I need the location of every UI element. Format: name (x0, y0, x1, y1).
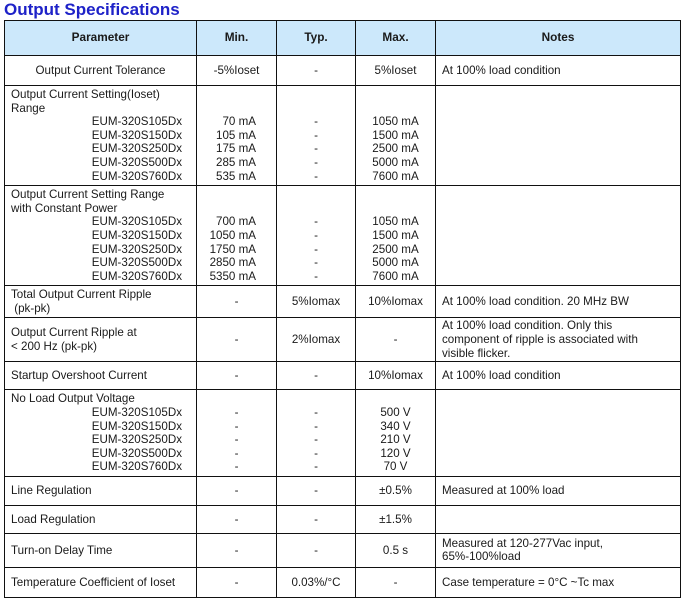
param-cell: Startup Overshoot Current (5, 362, 197, 390)
section-title: Output Specifications (4, 0, 180, 19)
model-name: EUM-320S760Dx (91, 269, 182, 283)
param-cell: Load Regulation (5, 505, 197, 533)
min-value: - (234, 419, 239, 433)
max-value: 70 V (383, 460, 408, 474)
min-cell: - (197, 362, 277, 390)
param-cell (5, 86, 197, 186)
typ-cell: 5%Iomax (277, 286, 356, 318)
header-typ: Typ. (277, 21, 356, 56)
notes-cell (436, 318, 681, 362)
model-name: EUM-320S150Dx (91, 128, 182, 142)
notes-cell: Measured at 100% load (436, 476, 681, 505)
typ-value: - (314, 405, 318, 419)
header-parameter: Parameter (5, 21, 197, 56)
max-value: 1500 mA (372, 128, 419, 142)
max-cell: 10%Iomax (356, 362, 436, 390)
min-cell (197, 86, 277, 186)
max-cell (356, 86, 436, 186)
min-cell (197, 390, 277, 477)
typ-value: - (314, 155, 318, 169)
table-row-ripple-200hz (5, 318, 681, 362)
typ-value: - (314, 215, 318, 229)
min-value: 700 mA (216, 215, 256, 229)
table-row-setting-range-cp (5, 186, 681, 286)
model-name: EUM-320S500Dx (91, 256, 182, 270)
param-label: Output Current Ripple at (11, 326, 137, 340)
min-value: 175 mA (216, 142, 256, 156)
max-value: 1500 mA (372, 228, 419, 242)
typ-value: - (314, 269, 318, 283)
param-cell (5, 390, 197, 477)
table-row-total-ripple (5, 286, 681, 318)
notes-cell (436, 505, 681, 533)
min-value: 2850 mA (209, 256, 256, 270)
min-value: 105 mA (216, 128, 256, 142)
param-cell: Turn-on Delay Time (5, 533, 197, 567)
min-cell (197, 186, 277, 286)
typ-cell: 2%Iomax (277, 318, 356, 362)
notes-text: 65%-100%load (442, 550, 521, 564)
header-min: Min. (197, 21, 277, 56)
max-value: 1050 mA (372, 115, 419, 129)
min-value: 1050 mA (209, 228, 256, 242)
param-cell: Line Regulation (5, 476, 197, 505)
max-cell: ±0.5% (356, 476, 436, 505)
model-name: EUM-320S760Dx (91, 460, 182, 474)
min-value: 1750 mA (209, 242, 256, 256)
max-value: 1050 mA (372, 215, 419, 229)
param-label: < 200 Hz (pk-pk) (11, 339, 98, 353)
typ-value: - (314, 115, 318, 129)
notes-cell (436, 86, 681, 186)
typ-value: - (314, 433, 318, 447)
output-spec-table (4, 20, 681, 598)
max-value: 7600 mA (372, 169, 419, 183)
notes-text: Measured at 120-277Vac input, (442, 536, 603, 550)
model-name: EUM-320S500Dx (91, 446, 182, 460)
max-value: 210 V (380, 433, 411, 447)
min-value: 535 mA (216, 169, 256, 183)
min-value: 285 mA (216, 155, 256, 169)
model-name: EUM-320S150Dx (91, 228, 182, 242)
typ-cell: - (277, 362, 356, 390)
max-cell: - (356, 318, 436, 362)
table-row-no-load-voltage (5, 390, 681, 477)
notes-cell (436, 533, 681, 567)
max-value: 2500 mA (372, 142, 419, 156)
typ-cell (277, 186, 356, 286)
min-cell: - (197, 318, 277, 362)
typ-value: - (314, 142, 318, 156)
typ-cell (277, 390, 356, 477)
notes-text: component of ripple is associated with (442, 333, 638, 347)
model-name: EUM-320S250Dx (91, 242, 182, 256)
max-cell: - (356, 567, 436, 597)
max-cell: 5%Ioset (356, 56, 436, 86)
notes-cell (436, 186, 681, 286)
model-name: EUM-320S150Dx (91, 419, 182, 433)
typ-cell: - (277, 533, 356, 567)
header-notes: Notes (436, 21, 681, 56)
typ-value: - (314, 242, 318, 256)
param-label: with Constant Power (11, 201, 118, 215)
table-row-tolerance (5, 56, 681, 86)
min-cell: - (197, 533, 277, 567)
typ-value: - (314, 256, 318, 270)
model-name: EUM-320S105Dx (91, 115, 182, 129)
param-label: (pk-pk) (11, 301, 51, 315)
notes-cell (436, 390, 681, 477)
table-row-line-regulation (5, 476, 681, 505)
max-value: 340 V (380, 419, 411, 433)
notes-cell: At 100% load condition (436, 56, 681, 86)
param-label: Total Output Current Ripple (11, 288, 152, 302)
notes-text: visible flicker. (442, 346, 511, 360)
param-label: Output Current Setting Range (11, 188, 165, 202)
model-name: EUM-320S105Dx (91, 215, 182, 229)
typ-value: - (314, 228, 318, 242)
notes-cell: At 100% load condition (436, 362, 681, 390)
model-name: EUM-320S760Dx (91, 169, 182, 183)
table-row-setting-range (5, 86, 681, 186)
min-cell: - (197, 286, 277, 318)
notes-cell: At 100% load condition. 20 MHz BW (436, 286, 681, 318)
min-cell: -5%Ioset (197, 56, 277, 86)
model-name: EUM-320S250Dx (91, 433, 182, 447)
max-value: 2500 mA (372, 242, 419, 256)
min-value: 70 mA (222, 115, 256, 129)
min-value: - (234, 460, 239, 474)
min-value: - (234, 433, 239, 447)
notes-cell: Case temperature = 0°C ~Tc max (436, 567, 681, 597)
param-cell (5, 286, 197, 318)
typ-value: - (314, 419, 318, 433)
min-cell: - (197, 505, 277, 533)
max-value: 5000 mA (372, 256, 419, 270)
max-cell: 10%Iomax (356, 286, 436, 318)
table-row-load-regulation (5, 505, 681, 533)
typ-value: - (314, 169, 318, 183)
model-name: EUM-320S105Dx (91, 405, 182, 419)
typ-cell: - (277, 56, 356, 86)
table-row-turn-on-delay (5, 533, 681, 567)
max-value: 120 V (380, 446, 411, 460)
typ-value: - (314, 446, 318, 460)
param-cell (5, 186, 197, 286)
min-cell: - (197, 476, 277, 505)
typ-value: - (314, 460, 318, 474)
param-label: Range (11, 101, 46, 115)
model-name: EUM-320S500Dx (91, 155, 182, 169)
max-value: 500 V (380, 405, 411, 419)
table-row-startup-overshoot (5, 362, 681, 390)
max-cell: 0.5 s (356, 533, 436, 567)
typ-cell: - (277, 505, 356, 533)
typ-cell: - (277, 476, 356, 505)
typ-cell (277, 86, 356, 186)
max-value: 5000 mA (372, 155, 419, 169)
min-value: 5350 mA (209, 269, 256, 283)
max-cell (356, 186, 436, 286)
param-cell (5, 318, 197, 362)
typ-cell: 0.03%/°C (277, 567, 356, 597)
min-value: - (234, 405, 239, 419)
min-cell: - (197, 567, 277, 597)
param-cell: Temperature Coefficient of Ioset (5, 567, 197, 597)
max-cell (356, 390, 436, 477)
max-value: 7600 mA (372, 269, 419, 283)
table-row-temp-coeff (5, 567, 681, 597)
notes-text: At 100% load condition. Only this (442, 319, 613, 333)
param-label: Output Current Setting(Ioset) (11, 88, 160, 101)
max-cell: ±1.5% (356, 505, 436, 533)
param-label: No Load Output Voltage (11, 392, 135, 406)
min-value: - (234, 446, 239, 460)
typ-value: - (314, 128, 318, 142)
param-cell: Output Current Tolerance (5, 56, 197, 86)
header-max: Max. (356, 21, 436, 56)
model-name: EUM-320S250Dx (91, 142, 182, 156)
table-header-row (5, 21, 681, 56)
